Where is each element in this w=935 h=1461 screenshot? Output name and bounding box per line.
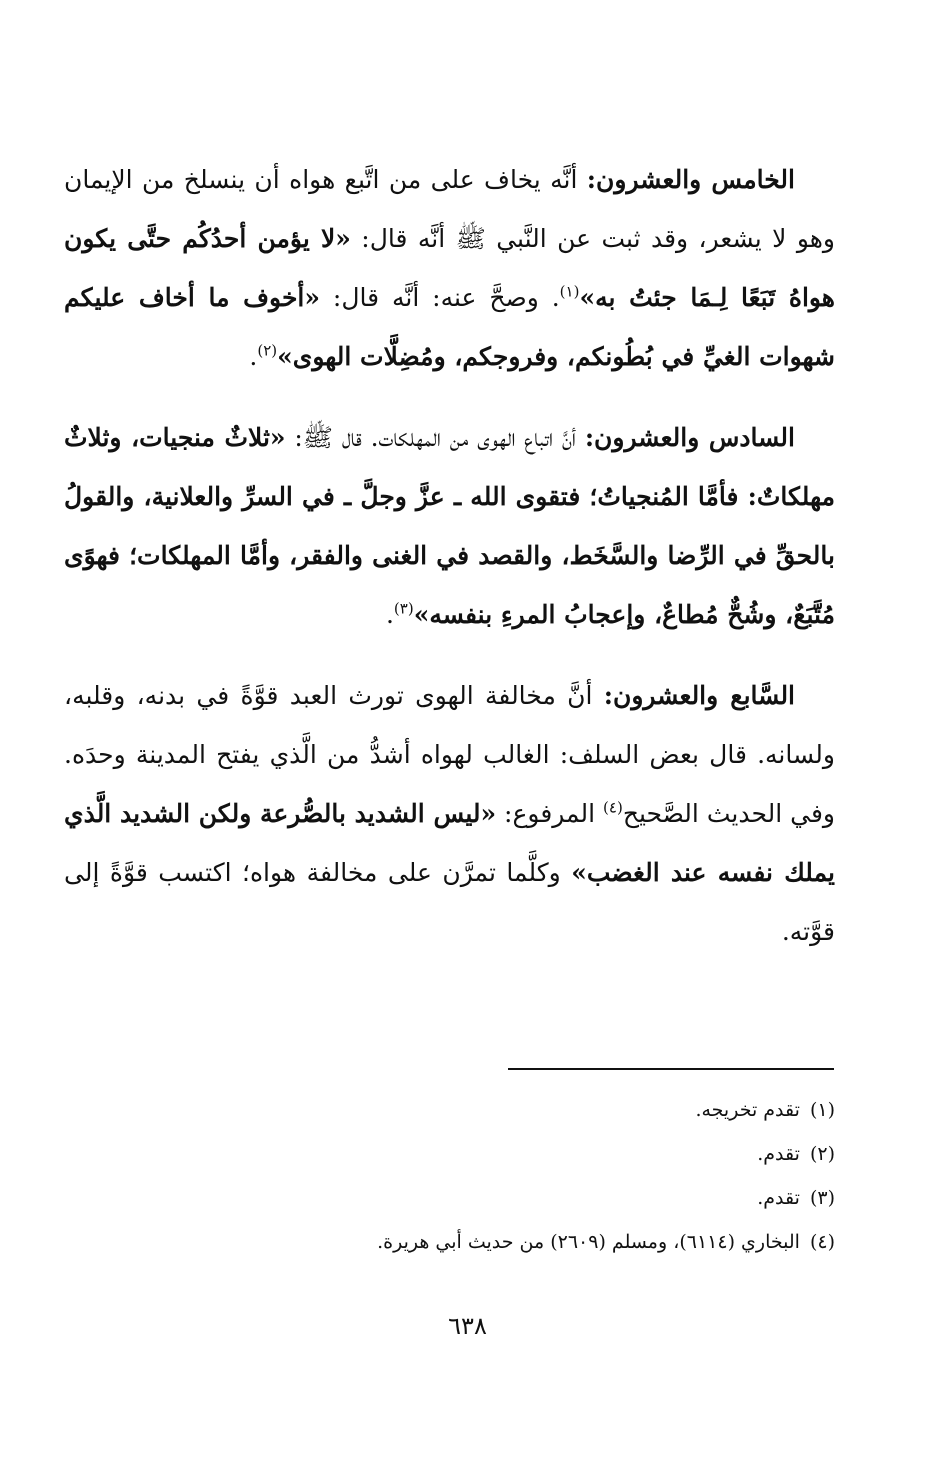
hadith-quote: «لا يؤمن أحدُكُم حتَّى يكون هواهُ تَبَعًا لِـمَا جئتُ به» xyxy=(64,224,835,312)
paragraph-text: أنَّه يخاف على من اتَّبع هواه أن ينسلخ من الإيمان وهو لا يشعر، وقد ثبت عن النَّبي ﷺ أنَّه قال: xyxy=(64,165,835,253)
footnote-ref: (٢) xyxy=(257,341,278,360)
footnote-number: (٤) xyxy=(809,1231,835,1253)
paragraph-text: أنَّ مخالفة الهوى تورث العبد قوَّةً في بدنه، وقلبه، ولسانه. قال بعض السلف: الغالب لهواه أشدُّ من الَّذي يفتح المدينة وحدَه. وفي الحديث الصَّحيح xyxy=(64,681,835,828)
paragraph-text: . xyxy=(385,600,394,629)
footnote-item xyxy=(100,1132,835,1176)
footnote-text: تقدم. xyxy=(757,1143,800,1165)
footnotes xyxy=(100,1088,835,1264)
paragraph-heading: السادس والعشرون: xyxy=(584,423,795,452)
paragraph-heading: السَّابع والعشرون: xyxy=(603,681,796,710)
page-number: ٦٣٨ xyxy=(448,1312,487,1340)
paragraph-heading: الخامس والعشرون: xyxy=(586,165,795,194)
paragraph-text: أنَّ اتباع الهوى من المهلكات. قال ﷺ: xyxy=(285,423,585,452)
footnote-item xyxy=(100,1088,835,1132)
footnote-text: تقدم تخريجه. xyxy=(695,1099,800,1121)
paragraph-25 xyxy=(64,150,835,386)
hadith-quote: «ليس الشديد بالصُّرعة ولكن الشديد الَّذي يملك نفسه عند الغضب» xyxy=(64,799,835,887)
footnote-text: البخاري (٦١١٤)، ومسلم (٢٦٠٩) من حديث أبي هريرة. xyxy=(377,1231,800,1253)
footnote-number: (٢) xyxy=(809,1143,835,1165)
footnote-text: تقدم. xyxy=(757,1187,800,1209)
paragraph-text: المرفوع: xyxy=(496,799,604,828)
paragraph-26 xyxy=(64,408,835,644)
footnote-ref: (١) xyxy=(559,282,580,301)
paragraph-text: . وصحَّ عنه: أنَّه قال: xyxy=(319,283,560,312)
paragraph-text: . xyxy=(249,342,258,371)
footnote-separator xyxy=(508,1068,834,1070)
footnote-ref: (٣) xyxy=(393,599,414,618)
footnote-item xyxy=(100,1220,835,1264)
paragraph-text: وكلَّما تمرَّن على مخالفة هواه؛ اكتسب قوَّةً إلى قوَّته. xyxy=(64,858,835,946)
main-text xyxy=(64,150,835,983)
footnote-number: (٣) xyxy=(809,1187,835,1209)
footnote-ref: (٤) xyxy=(603,798,623,817)
footnote-number: (١) xyxy=(809,1099,835,1121)
footnote-item xyxy=(100,1176,835,1220)
hadith-quote: «ثلاثٌ منجيات، وثلاثٌ مهلكاتٌ: فأمَّا المُنجياتُ؛ فتقوى الله ـ عزَّ وجلَّ ـ في السرِّ والعلانية، والقولُ بالحقِّ في الرِّضا والسَّخَط، والقصد في الغنى والفقر، وأمَّا المهلكات؛ فهوًى مُتَّبَعٌ، وشُحٌّ مُطاعٌ، وإعجابُ المرءِ بنفسه» xyxy=(64,423,835,629)
hadith-quote: «أخوف ما أخاف عليكم شهوات الغيِّ في بُطُونكم، وفروجكم، ومُضِلَّات الهوى» xyxy=(64,283,835,371)
paragraph-27 xyxy=(64,666,835,961)
